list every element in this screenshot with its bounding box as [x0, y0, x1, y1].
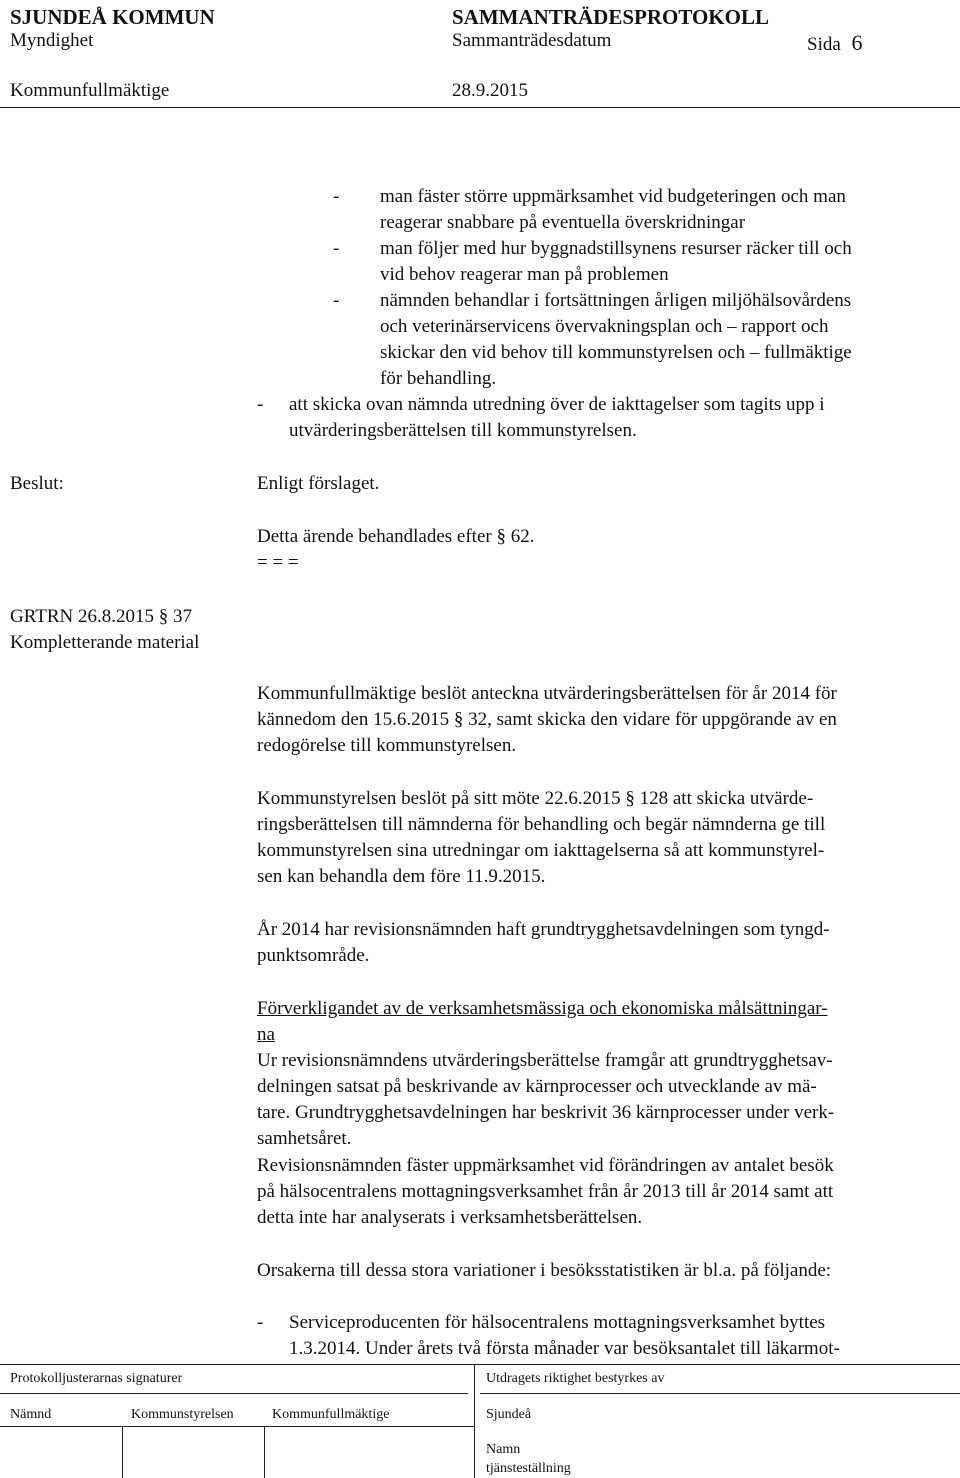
page-label: Sida	[807, 34, 841, 55]
underlined-heading: na	[257, 1024, 275, 1045]
list-item-line: 1.3.2014. Under årets två första månader var besöksantalet till läkarmot-	[289, 1338, 840, 1359]
list-item-line: Serviceproducenten för hälsocentralens mottagningsverksamhet byttes	[289, 1312, 826, 1333]
place-label: Sjundeå	[486, 1407, 532, 1422]
text-line: på hälsocentralens mottagningsverksamhet från år 2013 till år 2014 samt att	[257, 1181, 834, 1202]
text-line: Revisionsnämnden fäster uppmärksamhet vid förändringen av antalet besök	[257, 1155, 834, 1176]
text-line: punktsområde.	[257, 945, 370, 966]
list-item-line: reagerar snabbare på eventuella överskridningar	[380, 212, 746, 233]
list-item-line: man fäster större uppmärksamhet vid budgeteringen och man	[380, 186, 846, 207]
handled-note: Detta ärende behandlades efter § 62.	[257, 526, 535, 547]
authority-label: Myndighet	[10, 30, 94, 51]
bullet-dash: -	[333, 186, 340, 207]
list-item-line: vid behov reagerar man på problemen	[380, 264, 669, 285]
bullet-dash: -	[257, 1312, 264, 1333]
decision-text: Enligt förslaget.	[257, 473, 380, 494]
text-line: ringsberättelsen till nämnderna för behandling och begär nämnderna ge till	[257, 814, 826, 835]
list-item-line: man följer med hur byggnadstillsynens resurser räcker till och	[380, 238, 852, 259]
doc-type: SAMMANTRÄDESPROTOKOLL	[452, 5, 769, 29]
section-title: Kompletterande material	[10, 632, 200, 653]
org-name: SJUNDEÅ KOMMUN	[10, 5, 215, 29]
text-line: Orsakerna till dessa stora variationer i besöksstatistiken är bl.a. på följande:	[257, 1260, 832, 1281]
header-divider	[0, 107, 960, 108]
footer-sig-rule	[0, 1393, 468, 1394]
list-item-line: och veterinärservicens övervakningsplan och – rapport och	[380, 316, 829, 337]
decision-label: Beslut:	[10, 473, 64, 494]
text-line: tare. Grundtrygghetsavdelningen har beskrivit 36 kärnprocesser under verk-	[257, 1102, 835, 1123]
text-line: redogörelse till kommunstyrelsen.	[257, 735, 517, 756]
date-label: Sammanträdesdatum	[452, 30, 612, 51]
footer-col-divider	[474, 1364, 475, 1478]
footer-sig-divider	[264, 1426, 265, 1478]
list-item-line: nämnden behandlar i fortsättningen årligen miljöhälsovårdens	[380, 290, 852, 311]
bullet-dash: -	[333, 238, 340, 259]
text-line: Kommunfullmäktige beslöt anteckna utvärderingsberättelsen för år 2014 för	[257, 683, 837, 704]
footer-top-rule	[0, 1364, 960, 1365]
page-number: 6	[851, 30, 863, 55]
extract-label: Utdragets riktighet bestyrkes av	[486, 1371, 665, 1386]
list-item-line: skickar den vid behov till kommunstyrelsen och – fullmäktige	[380, 342, 852, 363]
footer-sig-line	[0, 1426, 474, 1427]
page-indicator	[807, 30, 863, 56]
bullet-dash: -	[333, 290, 340, 311]
footer-extract-rule	[480, 1393, 960, 1394]
text-line: kommunstyrelsen sina utredningar om iakttagelserna så att kommunstyrel-	[257, 840, 825, 861]
separator: = = =	[257, 552, 299, 573]
list-item-line: utvärderingsberättelsen till kommunstyrelsen.	[289, 420, 637, 441]
sig-col-namnd: Nämnd	[10, 1407, 52, 1422]
sig-col-kommunstyrelsen: Kommunstyrelsen	[131, 1407, 234, 1422]
text-line: sen kan behandla dem före 11.9.2015.	[257, 866, 546, 887]
section-ref: GRTRN 26.8.2015 § 37	[10, 606, 193, 627]
text-line: delningen satsat på beskrivande av kärnprocesser och utvecklande av mä-	[257, 1076, 817, 1097]
title-label: tjänsteställning	[486, 1461, 571, 1476]
text-line: detta inte har analyserats i verksamhetsberättelsen.	[257, 1207, 643, 1228]
bullet-dash: -	[257, 394, 264, 415]
text-line: År 2014 har revisionsnämnden haft grundtrygghetsavdelningen som tyngd-	[257, 919, 830, 940]
text-line: Kommunstyrelsen beslöt på sitt möte 22.6.2015 § 128 att skicka utvärde-	[257, 788, 814, 809]
meeting-date: 28.9.2015	[452, 80, 528, 101]
signatures-label: Protokolljusterarnas signaturer	[10, 1371, 183, 1386]
authority-name: Kommunfullmäktige	[10, 80, 170, 101]
underlined-heading: Förverkligandet av de verksamhetsmässiga och ekonomiska målsättningar-	[257, 998, 828, 1019]
list-item-line: att skicka ovan nämnda utredning över de iakttagelser som tagits upp i	[289, 394, 825, 415]
list-item-line: för behandling.	[380, 368, 497, 389]
text-line: kännedom den 15.6.2015 § 32, samt skicka den vidare för uppgörande av en	[257, 709, 837, 730]
name-label: Namn	[486, 1442, 521, 1457]
text-line: Ur revisionsnämndens utvärderingsberättelse framgår att grundtrygghetsav-	[257, 1050, 833, 1071]
sig-col-kommunfullmaktige: Kommunfullmäktige	[272, 1407, 390, 1422]
footer-sig-divider	[122, 1426, 123, 1478]
text-line: samhetsåret.	[257, 1128, 352, 1149]
